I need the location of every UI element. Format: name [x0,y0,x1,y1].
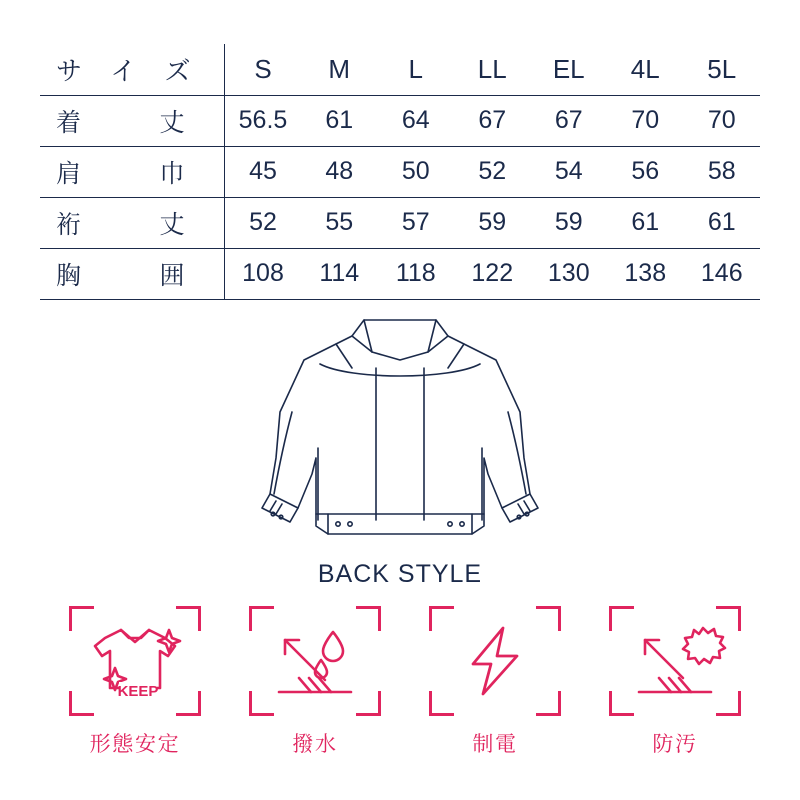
cell-value: 70 [607,95,684,146]
cell-value: 67 [531,95,608,146]
cell-value: 56.5 [225,95,302,146]
feature-caption: 撥水 [292,733,338,756]
feature-frame [69,606,201,716]
back-style-caption: BACK STYLE [317,560,483,588]
keep-badge-text: KEEP [117,683,159,700]
table-row-label-sleeve [40,197,225,248]
table-row-label-length [40,95,225,146]
table-row-label-chest [40,248,225,299]
cell-value: 118 [378,248,455,299]
label-char: 丈 [159,210,186,239]
label-char: 着 [56,108,83,137]
cell-value: 67 [454,95,531,146]
label-char: 囲 [159,261,186,290]
cell-value: 146 [684,248,761,299]
cell-value: 59 [531,197,608,248]
feature-caption: 防汚 [652,733,698,756]
feature-item-shape-retention [60,606,210,758]
cell-value: 61 [684,197,761,248]
table-row [40,197,760,248]
column-header-m: M [301,44,378,95]
table-row-label-size [40,44,225,95]
cell-value: 45 [225,146,302,197]
jacket-back-illustration [240,308,560,560]
water-repellent-icon [249,606,381,716]
table-header-row [40,44,760,95]
column-header-ll: LL [454,44,531,95]
size-chart-table [40,44,760,300]
cell-value: 50 [378,146,455,197]
antistatic-bolt-icon [429,606,561,716]
cell-value: 108 [225,248,302,299]
shirt-keep-icon [69,606,201,716]
stain-resistant-icon [609,606,741,716]
label-char: ズ [164,55,192,86]
column-header-5l: 5L [684,44,761,95]
table-row [40,248,760,299]
cell-value: 138 [607,248,684,299]
cell-value: 70 [684,95,761,146]
cell-value: 61 [607,197,684,248]
cell-value: 55 [301,197,378,248]
cell-value: 114 [301,248,378,299]
cell-value: 64 [378,95,455,146]
feature-item-antistatic [420,606,570,758]
feature-item-water-repellent [240,606,390,758]
feature-item-stain-resistant [600,606,750,758]
column-header-s: S [225,44,302,95]
cell-value: 56 [607,146,684,197]
table-row [40,146,760,197]
label-char: サ [56,55,84,86]
cell-value: 58 [684,146,761,197]
feature-icon-row [60,606,750,758]
feature-frame [429,606,561,716]
table-row [40,95,760,146]
cell-value: 54 [531,146,608,197]
label-char: 肩 [56,159,83,188]
column-header-l: L [378,44,455,95]
label-char: 丈 [159,108,186,137]
cell-value: 59 [454,197,531,248]
cell-value: 122 [454,248,531,299]
label-char: 巾 [159,159,186,188]
cell-value: 52 [454,146,531,197]
cell-value: 57 [378,197,455,248]
label-char: 裄 [56,210,83,239]
column-header-el: EL [531,44,608,95]
table-row-label-shoulder [40,146,225,197]
cell-value: 48 [301,146,378,197]
feature-caption: 制電 [472,733,518,756]
cell-value: 52 [225,197,302,248]
feature-caption: 形態安定 [89,733,181,756]
cell-value: 61 [301,95,378,146]
label-char: イ [110,55,138,86]
label-char: 胸 [56,261,83,290]
feature-frame [609,606,741,716]
column-header-4l: 4L [607,44,684,95]
cell-value: 130 [531,248,608,299]
feature-frame [249,606,381,716]
